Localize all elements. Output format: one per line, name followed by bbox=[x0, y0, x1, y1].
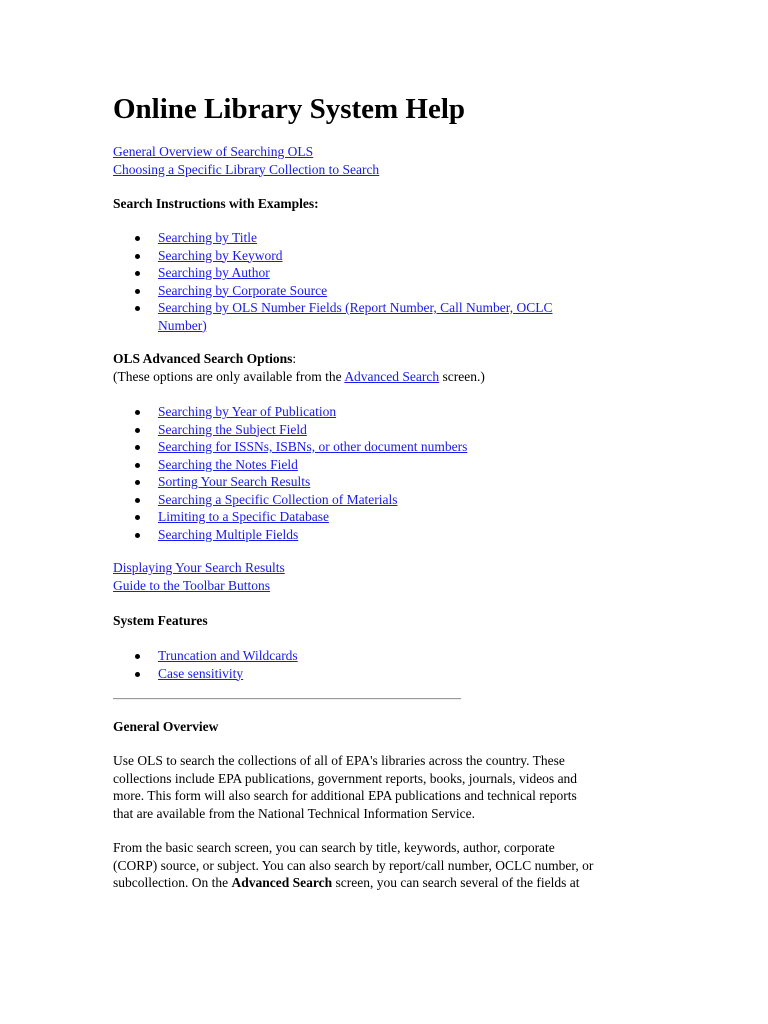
link-choosing-collection[interactable]: Choosing a Specific Library Collection to Search bbox=[113, 161, 380, 177]
general-overview-paragraph-2 bbox=[113, 839, 673, 892]
paragraph-line: that are available from the National Technical Information Service. bbox=[113, 805, 476, 821]
search-instructions-list bbox=[113, 229, 633, 334]
link-truncation-wildcards[interactable]: Truncation and Wildcards bbox=[158, 648, 298, 663]
system-features-heading: System Features bbox=[113, 613, 208, 628]
page-title: Online Library System Help bbox=[113, 93, 466, 125]
link-searching-by-corporate-source[interactable]: Searching by Corporate Source bbox=[158, 282, 328, 298]
list-item bbox=[113, 508, 633, 526]
list-item bbox=[113, 229, 633, 247]
list-item bbox=[113, 264, 633, 282]
paragraph-line: more. This form will also search for additional EPA publications and technical reports bbox=[113, 788, 577, 803]
advanced-options-list bbox=[113, 403, 633, 543]
list-item bbox=[113, 299, 633, 334]
list-item bbox=[113, 665, 633, 683]
middle-links bbox=[113, 559, 285, 594]
general-overview-paragraph-1 bbox=[113, 752, 673, 822]
advanced-note-text-end: screen.) bbox=[439, 368, 485, 384]
link-subject-field[interactable]: Searching the Subject Field bbox=[158, 421, 307, 437]
link-case-sensitivity[interactable]: Case sensitivity bbox=[158, 665, 244, 681]
list-item bbox=[113, 403, 633, 421]
link-searching-by-keyword[interactable]: Searching by Keyword bbox=[158, 247, 283, 263]
paragraph-line: collections include EPA publications, government reports, books, journals, videos and bbox=[113, 770, 578, 786]
advanced-options-section bbox=[113, 350, 673, 385]
system-features-list bbox=[113, 647, 633, 682]
link-notes-field[interactable]: Searching the Notes Field bbox=[158, 456, 298, 472]
link-displaying-results[interactable]: Displaying Your Search Results bbox=[113, 560, 285, 575]
advanced-note-text: (These options are only available from the bbox=[113, 368, 345, 384]
list-item bbox=[113, 647, 633, 665]
link-sorting-results[interactable]: Sorting Your Search Results bbox=[158, 474, 311, 489]
search-instructions-heading: Search Instructions with Examples: bbox=[113, 196, 319, 211]
list-item bbox=[113, 456, 633, 474]
list-item bbox=[113, 421, 633, 439]
paragraph-text-end: screen, you can search several of the fields at bbox=[332, 875, 580, 890]
link-specific-database[interactable]: Limiting to a Specific Database bbox=[158, 509, 329, 524]
paragraph-line: Use OLS to search the collections of all of EPA's libraries across the country. These bbox=[113, 753, 565, 768]
general-overview-heading: General Overview bbox=[113, 719, 219, 734]
link-advanced-search[interactable]: Advanced Search bbox=[344, 368, 440, 384]
link-toolbar-buttons[interactable]: Guide to the Toolbar Buttons bbox=[113, 577, 271, 593]
link-searching-by-title[interactable]: Searching by Title bbox=[158, 230, 258, 245]
paragraph-line: (CORP) source, or subject. You can also search by report/call number, OCLC number, or bbox=[113, 857, 594, 873]
list-item bbox=[113, 438, 633, 456]
section-divider bbox=[113, 698, 461, 700]
top-links bbox=[113, 143, 379, 178]
list-item bbox=[113, 491, 633, 509]
link-general-overview[interactable]: General Overview of Searching OLS bbox=[113, 144, 314, 159]
advanced-options-heading: OLS Advanced Search Options bbox=[113, 351, 293, 366]
link-specific-collection[interactable]: Searching a Specific Collection of Materials bbox=[158, 491, 398, 507]
advanced-note bbox=[113, 368, 673, 386]
paragraph-text: subcollection. On the bbox=[113, 875, 232, 890]
list-item bbox=[113, 247, 633, 265]
paragraph-line: From the basic search screen, you can search by title, keywords, author, corporate bbox=[113, 840, 555, 855]
link-searching-by-ols-number[interactable]: Searching by OLS Number Fields (Report Number, Call Number, OCLC Number) bbox=[158, 300, 553, 333]
link-searching-by-author[interactable]: Searching by Author bbox=[158, 265, 270, 280]
link-issn-isbn[interactable]: Searching for ISSNs, ISBNs, or other document numbers bbox=[158, 439, 468, 454]
paragraph-line bbox=[113, 874, 673, 892]
list-item bbox=[113, 282, 633, 300]
heading-colon: : bbox=[292, 351, 297, 366]
list-item bbox=[113, 526, 633, 544]
advanced-search-emphasis: Advanced Search bbox=[231, 875, 333, 890]
link-year-of-publication[interactable]: Searching by Year of Publication bbox=[158, 404, 337, 419]
list-item bbox=[113, 473, 633, 491]
link-multiple-fields[interactable]: Searching Multiple Fields bbox=[158, 526, 299, 542]
